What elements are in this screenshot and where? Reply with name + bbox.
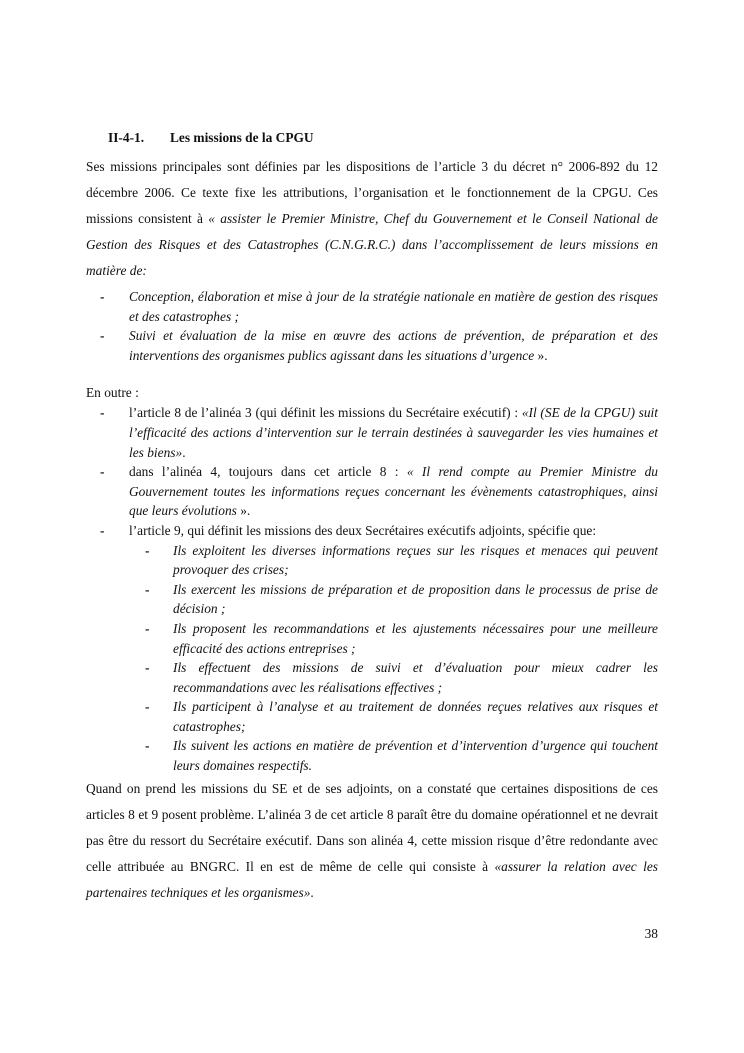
bullet-dash: - — [100, 522, 105, 538]
list-item: - Suivi et évaluation de la mise en œuvre des actions de prévention, de préparation et des interventions des organismes publics agissant dans les situations d’urgence ». — [100, 328, 658, 363]
intro-text: Ses missions principales sont définies par les dispositions de l’article 3 du décret n° 2006-892 du 12 décembre 2006. Ce texte fixe les attributions, l’organisation et le fonctionnement de la CPGU. Ces missions consistent à — [86, 159, 658, 226]
bullet-dash: - — [100, 328, 105, 344]
list-item: - Ils effectuent des missions de suivi et d’évaluation pour mieux cadrer les recommandations avec les réalisations effectives ; — [145, 660, 658, 695]
bullet-dash: - — [145, 738, 150, 754]
section-title: Les missions de la CPGU — [170, 130, 314, 145]
list-item: - dans l’alinéa 4, toujours dans cet article 8 : « Il rend compte au Premier Ministre du Gouvernement toutes les informations reçues concernant les évènements catastrophiques, ainsi que leurs évolutions ». — [100, 464, 658, 519]
en-outre-label: En outre : — [86, 385, 139, 401]
intro-paragraph — [86, 154, 658, 284]
articles-list — [86, 403, 658, 540]
list-item: - Ils exploitent les diverses informations reçues sur les risques et menaces qui peuvent provoquer des crises; — [145, 542, 658, 578]
list-item: - Ils suivent les actions en matière de prévention et d’intervention d’urgence qui touchent leurs domaines respectifs. — [145, 738, 658, 774]
intro-quote: « assister le Premier Ministre, Chef du Gouvernement et le Conseil National de Gestion des Risques et des Catastrophes (C.N.G.R.C.) dans l’accomplissement de leurs missions en matière de: — [86, 211, 658, 278]
bullet-dash: - — [145, 542, 150, 558]
adjoints-missions-list — [86, 541, 658, 776]
missions-list — [86, 287, 658, 365]
list-item: - l’article 9, qui définit les missions des deux Secrétaires exécutifs adjoints, spécifie que: — [86, 521, 658, 541]
bullet-dash: - — [100, 405, 105, 421]
list-item: - Ils proposent les recommandations et les ajustements nécessaires pour une meilleure efficacité des actions entreprises ; — [145, 620, 658, 656]
list-item: - l’article 8 de l’alinéa 3 (qui définit les missions du Secrétaire exécutif) : «Il (SE de la CPGU) suit l’efficacité des actions d’intervention sur le terrain destinées à sauvegarder les vies humaines et les biens». — [100, 405, 658, 460]
bullet-dash: - — [100, 289, 105, 304]
section-number: II-4-1. — [108, 130, 145, 145]
conclusion-paragraph: Quand on prend les missions du SE et de ses adjoints, on a constaté que certaines dispositions de ces articles 8 et 9 posent problème. L’alinéa 3 de cet article 8 paraît être du domaine opérationnel et ne devrait pas être du ressort du Secrétaire exécutif. Dans son alinéa 4, cette mission risque d’être redondante avec celle attribuée au BNGRC. Il en est de même de celle qui consiste à «assurer la relation avec les partenaires techniques et les organismes». — [86, 780, 658, 900]
list-item: - Ils participent à l’analyse et au traitement de données reçues relatives aux risques et catastrophes; — [145, 699, 658, 734]
conclusion-quote: «assurer la relation avec les partenaires techniques et les organismes» — [86, 858, 658, 900]
bullet-dash: - — [100, 464, 105, 480]
bullet-dash: - — [145, 581, 150, 597]
section-heading — [108, 128, 658, 148]
page-body — [86, 128, 658, 906]
bullet-dash: - — [145, 699, 150, 715]
bullet-dash: - — [145, 620, 150, 636]
page-number: 38 — [644, 926, 658, 941]
list-item: - Ils exercent les missions de préparation et de proposition dans le processus de prise de décision ; — [145, 581, 658, 617]
bullet-dash: - — [145, 660, 150, 676]
list-item: - Conception, élaboration et mise à jour de la stratégie nationale en matière de gestion des risques et des catastrophes ; — [100, 289, 658, 324]
